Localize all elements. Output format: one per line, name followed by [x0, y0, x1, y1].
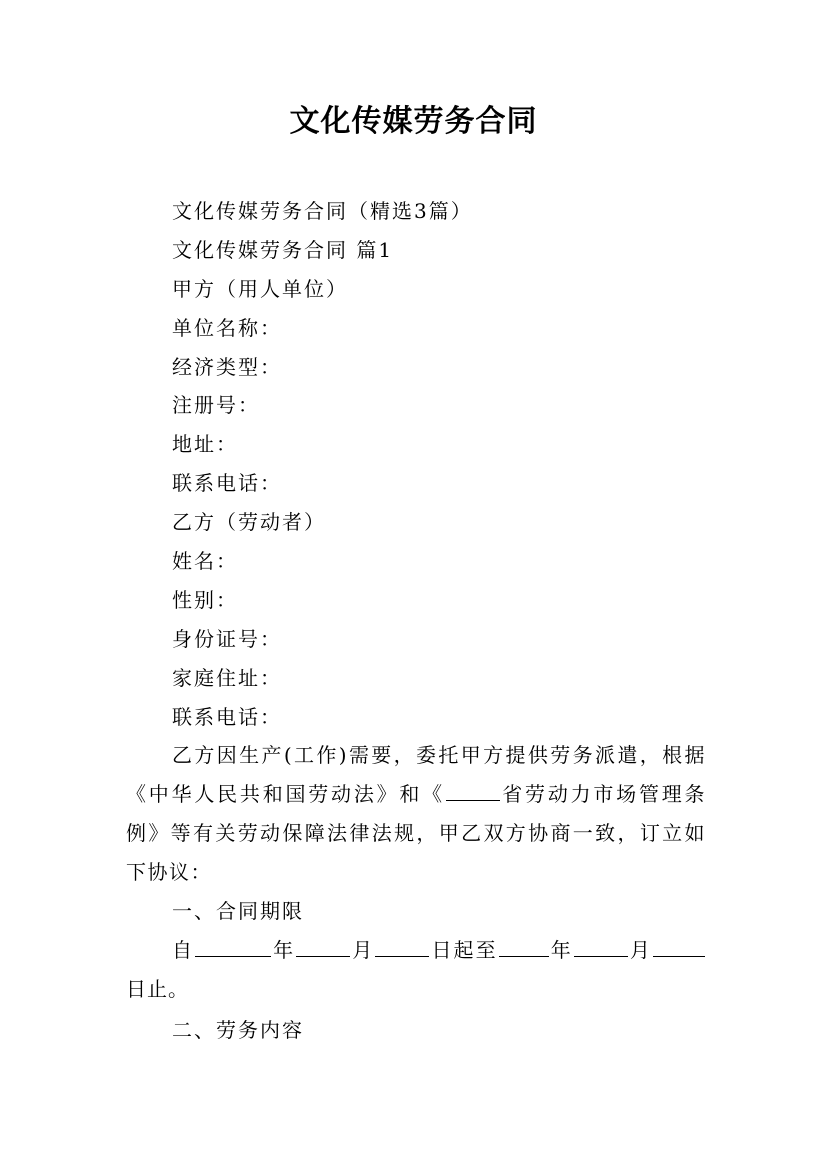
- blank-month-end: [574, 934, 628, 957]
- document-body: [126, 192, 706, 1050]
- blank-year-end: [499, 934, 549, 957]
- field-company-name: 单位名称：: [172, 315, 282, 340]
- section1-heading: 一、合同期限: [172, 899, 304, 924]
- field-address: 地址：: [172, 432, 238, 457]
- document-title: 文化传媒劳务合同: [289, 104, 538, 139]
- agreement-paragraph: [126, 736, 706, 892]
- term-from: 自: [172, 937, 195, 962]
- term-month1: 月: [351, 937, 375, 962]
- term-month2: 月: [628, 937, 653, 962]
- field-home-address: 家庭住址：: [172, 665, 282, 690]
- term-end: 日止。: [126, 976, 189, 1001]
- field-economic-type: 经济类型：: [172, 354, 282, 379]
- blank-month-start: [296, 934, 350, 957]
- term-year1: 年: [272, 937, 296, 962]
- blank-year-start: [195, 934, 271, 957]
- party-a-label: 甲方（用人单位）: [172, 276, 348, 301]
- field-registration-number: 注册号：: [172, 393, 260, 418]
- section-heading-line: 文化传媒劳务合同 篇1: [172, 237, 394, 262]
- field-id-number: 身份证号：: [172, 626, 282, 651]
- subtitle-line: 文化传媒劳务合同（精选3篇）: [172, 199, 473, 223]
- term-paragraph: [126, 931, 706, 1009]
- party-b-label: 乙方（劳动者）: [172, 510, 326, 535]
- agreement-text-part2: 省劳动力市场管理条例》等有关劳动保障法律法规，甲乙双方协商一致，订立如下协议：: [126, 782, 707, 885]
- agreement-text-part1: 乙方因生产(工作)需要，委托甲方提供劳务派遣，根据《中华人民共和国劳动法》和《: [126, 743, 706, 807]
- blank-day-start: [375, 934, 429, 957]
- term-day1: 日起至: [430, 937, 498, 962]
- field-phone-a: 联系电话：: [172, 471, 282, 496]
- term-year2: 年: [549, 937, 573, 962]
- blank-province: [446, 778, 500, 801]
- field-gender: 性别：: [172, 587, 238, 612]
- field-phone-b: 联系电话：: [172, 704, 282, 729]
- field-name: 姓名：: [172, 549, 238, 574]
- section2-heading: 二、劳务内容: [172, 1017, 304, 1042]
- blank-day-end: [653, 934, 705, 957]
